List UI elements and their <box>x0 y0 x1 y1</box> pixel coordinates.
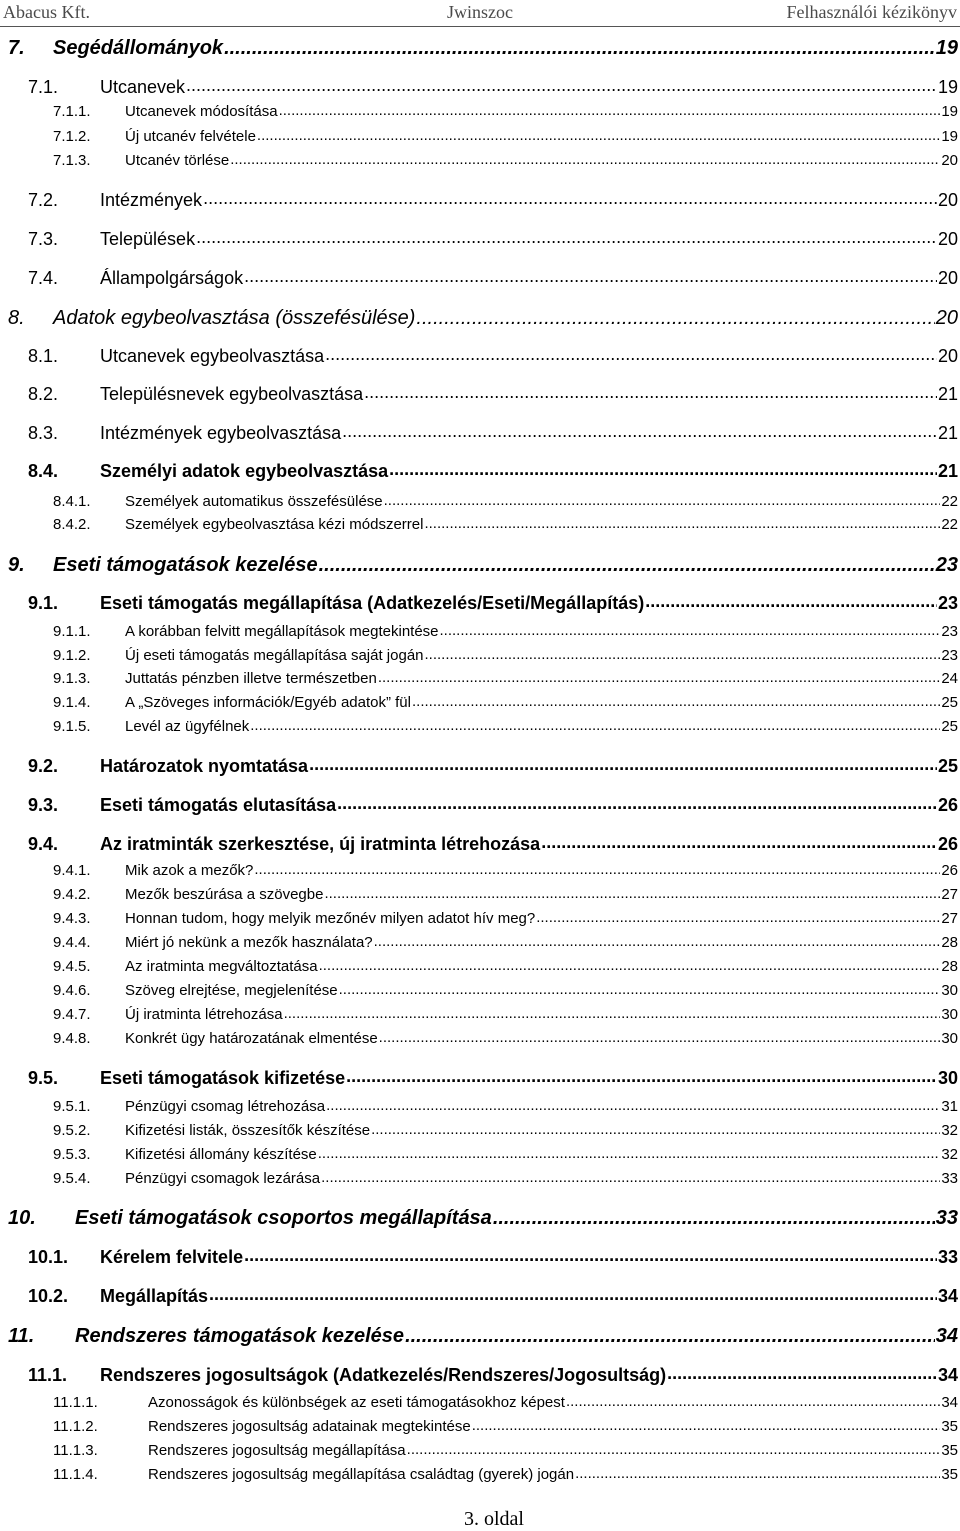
toc-entry[interactable] <box>0 461 960 485</box>
toc-entry-number: 9.4. <box>28 834 59 854</box>
toc-entry-number: 11. <box>8 1325 35 1347</box>
toc-entry-title: Kifizetési listák, összesítők készítése <box>125 1122 371 1139</box>
toc-entry-title: Utcanév törlése <box>125 152 230 169</box>
toc-entry[interactable] <box>0 1030 960 1050</box>
toc-entry-number: 8.4. <box>28 461 59 481</box>
toc-entry[interactable] <box>0 756 960 780</box>
toc-dot-leader <box>257 128 940 145</box>
toc-entry-title: A „Szöveges információk/Egyéb adatok” fül <box>125 694 411 711</box>
toc-dot-leader <box>279 103 941 120</box>
toc-entry[interactable] <box>0 516 960 536</box>
toc-entry-page: 35 <box>941 1418 958 1435</box>
toc-entry-title: Eseti támogatások kezelése <box>53 554 318 576</box>
toc-dot-leader <box>339 982 941 999</box>
toc-dot-leader <box>424 516 940 533</box>
toc-entry-page: 34 <box>941 1394 958 1411</box>
toc-dot-leader <box>342 423 937 444</box>
toc-entry[interactable] <box>0 1098 960 1118</box>
toc-dot-leader <box>371 1122 940 1139</box>
toc-entry[interactable] <box>0 190 960 214</box>
toc-entry-number: 11.1.1. <box>53 1394 98 1411</box>
toc-entry-number: 7.1.3. <box>53 152 91 169</box>
toc-entry[interactable] <box>0 886 960 906</box>
toc-entry-number: 9.4.2. <box>53 886 91 903</box>
toc-entry-page: 20 <box>935 307 958 329</box>
toc-entry-page: 30 <box>941 1006 958 1023</box>
toc-entry[interactable] <box>0 1365 960 1389</box>
toc-dot-leader <box>186 77 937 98</box>
toc-entry-number: 9.1.5. <box>53 718 91 735</box>
toc-dot-leader <box>645 593 937 614</box>
toc-entry[interactable] <box>0 958 960 978</box>
toc-dot-leader <box>319 958 941 975</box>
toc-dot-leader <box>346 1068 937 1089</box>
toc-entry-number: 9.4.1. <box>53 862 91 879</box>
toc-entry-page: 23 <box>941 647 958 664</box>
toc-entry[interactable] <box>0 128 960 148</box>
toc-entry-title: Megállapítás <box>100 1286 209 1306</box>
toc-entry-number: 9.1.1. <box>53 623 91 640</box>
toc-entry[interactable] <box>0 346 960 370</box>
toc-entry[interactable] <box>0 1466 960 1486</box>
toc-entry-page: 22 <box>941 516 958 533</box>
toc-entry-page: 23 <box>937 593 958 613</box>
toc-entry[interactable] <box>0 103 960 123</box>
toc-dot-leader <box>412 694 940 711</box>
toc-entry-page: 25 <box>941 694 958 711</box>
toc-entry-number: 8.4.2. <box>53 516 91 533</box>
toc-entry[interactable] <box>0 1418 960 1438</box>
toc-entry-title: Intézmények egybeolvasztása <box>100 423 342 443</box>
toc-entry[interactable] <box>0 554 960 580</box>
toc-dot-leader <box>384 493 941 510</box>
toc-dot-leader <box>440 623 941 640</box>
toc-entry-number: 9.5.4. <box>53 1170 91 1187</box>
toc-entry[interactable] <box>0 268 960 292</box>
toc-entry-number: 9.1.4. <box>53 694 91 711</box>
header-company: Abacus Kft. <box>3 2 90 22</box>
toc-entry-page: 26 <box>937 795 958 815</box>
toc-entry[interactable] <box>0 694 960 714</box>
toc-entry[interactable] <box>0 718 960 738</box>
toc-entry[interactable] <box>0 1207 960 1233</box>
toc-entry-number: 7.1. <box>28 77 59 97</box>
toc-entry-number: 9.4.4. <box>53 934 91 951</box>
toc-entry-page: 25 <box>941 718 958 735</box>
toc-entry-title: Intézmények <box>100 190 203 210</box>
toc-entry[interactable] <box>0 77 960 101</box>
toc-entry-number: 9.3. <box>28 795 59 815</box>
toc-entry-page: 34 <box>937 1286 958 1306</box>
toc-entry-title: Személyek egybeolvasztása kézi módszerrel <box>125 516 424 533</box>
toc-entry-page: 21 <box>937 461 958 481</box>
toc-entry-page: 35 <box>941 1466 958 1483</box>
toc-entry-title: Rendszeres jogosultságok (Adatkezelés/Rendszeres/Jogosultság) <box>100 1365 667 1385</box>
toc-entry-page: 27 <box>941 886 958 903</box>
toc-dot-leader <box>379 1030 941 1047</box>
toc-entry-page: 30 <box>941 982 958 999</box>
toc-dot-leader <box>667 1365 937 1386</box>
toc-entry-number: 7.1.2. <box>53 128 91 145</box>
toc-entry-page: 32 <box>941 1122 958 1139</box>
toc-entry-page: 34 <box>937 1365 958 1385</box>
toc-entry-title: Eseti támogatás elutasítása <box>100 795 337 815</box>
toc-entry-page: 19 <box>941 103 958 120</box>
toc-dot-leader <box>230 152 940 169</box>
toc-dot-leader <box>536 910 940 927</box>
toc-entry-page: 33 <box>937 1247 958 1267</box>
toc-entry-page: 33 <box>941 1170 958 1187</box>
toc-entry[interactable] <box>0 647 960 667</box>
toc-dot-leader <box>416 307 934 330</box>
toc-entry[interactable] <box>0 862 960 882</box>
toc-entry-title: Utcanevek egybeolvasztása <box>100 346 325 366</box>
toc-entry-page: 31 <box>941 1098 958 1115</box>
toc-entry-page: 23 <box>941 623 958 640</box>
toc-entry-number: 9. <box>8 554 25 576</box>
toc-dot-leader <box>203 190 937 211</box>
toc-entry[interactable] <box>0 982 960 1002</box>
toc-entry-title: Segédállományok <box>53 37 224 59</box>
toc-entry[interactable] <box>0 834 960 858</box>
toc-entry-title: Települések <box>100 229 196 249</box>
toc-entry[interactable] <box>0 229 960 253</box>
toc-entry-title: Rendszeres jogosultság adatainak megtekintése <box>148 1418 471 1435</box>
toc-entry-number: 7.3. <box>28 229 59 249</box>
toc-entry-number: 7. <box>8 37 25 59</box>
toc-entry-title: Új utcanév felvétele <box>125 128 256 145</box>
toc-entry-page: 19 <box>937 77 958 97</box>
toc-entry-title: Kifizetési állomány készítése <box>125 1146 317 1163</box>
toc-entry-page: 20 <box>937 190 958 210</box>
toc-dot-leader <box>224 37 935 60</box>
toc-entry-title: Utcanevek módosítása <box>125 103 278 120</box>
toc-entry[interactable] <box>0 1394 960 1414</box>
toc-entry[interactable] <box>0 1006 960 1026</box>
toc-entry-number: 7.4. <box>28 268 59 288</box>
toc-entry[interactable] <box>0 1146 960 1166</box>
toc-dot-leader <box>284 1006 941 1023</box>
toc-entry-title: Mik azok a mezők? <box>125 862 254 879</box>
toc-dot-leader <box>389 461 937 482</box>
toc-entry-number: 8.4.1. <box>53 493 91 510</box>
toc-entry-title: A korábban felvitt megállapítások megtekintése <box>125 623 439 640</box>
toc-entry-number: 7.2. <box>28 190 59 210</box>
toc-dot-leader <box>209 1286 937 1307</box>
toc-entry-page: 21 <box>937 423 958 443</box>
toc-entry-title: Miért jó nekünk a mezők használata? <box>125 934 373 951</box>
toc-entry[interactable] <box>0 934 960 954</box>
toc-entry-title: Eseti támogatások kifizetése <box>100 1068 346 1088</box>
toc-dot-leader <box>254 862 940 879</box>
toc-entry-title: Településnevek egybeolvasztása <box>100 384 364 404</box>
toc-dot-leader <box>541 834 937 855</box>
toc-entry[interactable] <box>0 423 960 447</box>
toc-entry-page: 26 <box>941 862 958 879</box>
page-number: 3. oldal <box>464 1508 524 1530</box>
toc-entry-page: 28 <box>941 934 958 951</box>
toc-entry[interactable] <box>0 384 960 408</box>
toc-entry-title: Személyi adatok egybeolvasztása <box>100 461 389 481</box>
toc-entry-title: Azonosságok és különbségek az eseti támogatásokhoz képest <box>148 1394 565 1411</box>
toc-entry-number: 11.1.3. <box>53 1442 98 1459</box>
toc-entry[interactable] <box>0 152 960 172</box>
toc-entry-number: 9.4.6. <box>53 982 91 999</box>
toc-entry-number: 9.4.5. <box>53 958 91 975</box>
toc-entry-number: 8.2. <box>28 384 59 404</box>
toc-entry[interactable] <box>0 593 960 617</box>
toc-entry-title: Utcanevek <box>100 77 186 97</box>
toc-dot-leader <box>244 268 937 289</box>
toc-entry[interactable] <box>0 1170 960 1190</box>
toc-entry[interactable] <box>0 910 960 930</box>
toc-entry-number: 9.5. <box>28 1068 59 1088</box>
toc-entry-number: 10. <box>8 1207 36 1229</box>
toc-dot-leader <box>493 1207 935 1230</box>
toc-entry[interactable] <box>0 1325 960 1351</box>
toc-entry-title: Rendszeres jogosultság megállapítása családtag (gyerek) jogán <box>148 1466 575 1483</box>
toc-dot-leader <box>575 1466 940 1483</box>
toc-dot-leader <box>337 795 937 816</box>
toc-entry-number: 10.2. <box>28 1286 69 1306</box>
toc-entry[interactable] <box>0 1247 960 1271</box>
toc-entry-number: 8. <box>8 307 25 329</box>
toc-entry-title: Határozatok nyomtatása <box>100 756 309 776</box>
toc-entry-number: 8.1. <box>28 346 59 366</box>
toc-dot-leader <box>374 934 941 951</box>
toc-entry-title: Kérelem felvitele <box>100 1247 244 1267</box>
toc-dot-leader <box>309 756 937 777</box>
toc-entry[interactable] <box>0 1442 960 1462</box>
toc-entry[interactable] <box>0 1286 960 1310</box>
toc-entry-title: Pénzügyi csomagok lezárása <box>125 1170 321 1187</box>
toc-entry-number: 9.5.1. <box>53 1098 91 1115</box>
toc-entry-page: 19 <box>941 128 958 145</box>
toc-entry-title: Rendszeres jogosultság megállapítása <box>148 1442 406 1459</box>
toc-entry-number: 9.5.3. <box>53 1146 91 1163</box>
toc-dot-leader <box>364 384 937 405</box>
toc-dot-leader <box>566 1394 940 1411</box>
toc-entry-title: Új eseti támogatás megállapítása saját jogán <box>125 647 424 664</box>
toc-entry-title: Eseti támogatás megállapítása (Adatkezelés/Eseti/Megállapítás) <box>100 593 645 613</box>
toc-entry-page: 32 <box>941 1146 958 1163</box>
toc-entry[interactable] <box>0 1122 960 1142</box>
toc-entry[interactable] <box>0 795 960 819</box>
toc-entry-page: 27 <box>941 910 958 927</box>
toc-dot-leader <box>326 1098 940 1115</box>
toc-entry-number: 11.1. <box>28 1365 68 1385</box>
toc-entry-title: Levél az ügyfélnek <box>125 718 250 735</box>
toc-entry-page: 30 <box>941 1030 958 1047</box>
toc-dot-leader <box>319 554 935 577</box>
toc-entry-title: Rendszeres támogatások kezelése <box>75 1325 405 1347</box>
toc-entry-title: Az iratminták szerkesztése, új iratminta létrehozása <box>100 834 541 854</box>
toc-entry-title: Az iratminta megváltoztatása <box>125 958 318 975</box>
toc-entry-page: 35 <box>941 1442 958 1459</box>
toc-entry-title: Állampolgárságok <box>100 268 244 288</box>
toc-entry[interactable] <box>0 670 960 690</box>
toc-dot-leader <box>378 670 940 687</box>
toc-entry-page: 28 <box>941 958 958 975</box>
toc-entry[interactable] <box>0 1068 960 1092</box>
toc-dot-leader <box>472 1418 941 1435</box>
toc-entry-page: 21 <box>937 384 958 404</box>
toc-entry-title: Eseti támogatások csoportos megállapítása <box>75 1207 492 1229</box>
toc-entry-page: 19 <box>935 37 958 59</box>
toc-entry-number: 7.1.1. <box>53 103 91 120</box>
toc-entry-title: Személyek automatikus összefésülése <box>125 493 383 510</box>
toc-entry-number: 11.1.2. <box>53 1418 98 1435</box>
toc-dot-leader <box>324 886 940 903</box>
header-manual-title: Felhasználói kézikönyv <box>786 2 957 22</box>
toc-entry-page: 22 <box>941 493 958 510</box>
toc-dot-leader <box>244 1247 937 1268</box>
toc-entry-title: Juttatás pénzben illetve természetben <box>125 670 377 687</box>
toc-entry-number: 11.1.4. <box>53 1466 98 1483</box>
toc-dot-leader <box>196 229 937 250</box>
header-product: Jwinszoc <box>447 2 513 22</box>
toc-dot-leader <box>318 1146 941 1163</box>
toc-entry-page: 20 <box>937 268 958 288</box>
toc-entry-page: 23 <box>935 554 958 576</box>
toc-dot-leader <box>425 647 941 664</box>
toc-entry-number: 10.1. <box>28 1247 69 1267</box>
toc-entry-number: 9.1. <box>28 593 59 613</box>
toc-entry[interactable] <box>0 493 960 513</box>
toc-entry-page: 24 <box>941 670 958 687</box>
toc-entry-title: Új iratminta létrehozása <box>125 1006 283 1023</box>
toc-entry-page: 26 <box>937 834 958 854</box>
toc-entry-number: 9.1.3. <box>53 670 91 687</box>
toc-entry-page: 34 <box>935 1325 958 1347</box>
toc-entry-number: 8.3. <box>28 423 59 443</box>
toc-entry-title: Konkrét ügy határozatának elmentése <box>125 1030 378 1047</box>
toc-entry-title: Adatok egybeolvasztása (összefésülése) <box>53 307 416 329</box>
toc-entry-page: 30 <box>937 1068 958 1088</box>
toc-dot-leader <box>407 1442 941 1459</box>
toc-dot-leader <box>321 1170 940 1187</box>
toc-dot-leader <box>325 346 937 367</box>
toc-entry-number: 9.2. <box>28 756 59 776</box>
toc-entry-title: Honnan tudom, hogy melyik mezőnév milyen adatot hív meg? <box>125 910 536 927</box>
toc-entry-number: 9.4.8. <box>53 1030 91 1047</box>
toc-dot-leader <box>250 718 940 735</box>
toc-entry-number: 9.5.2. <box>53 1122 91 1139</box>
toc-entry-page: 20 <box>941 152 958 169</box>
toc-entry-number: 9.4.3. <box>53 910 91 927</box>
toc-entry-page: 25 <box>937 756 958 776</box>
toc-entry[interactable] <box>0 307 960 333</box>
toc-entry-page: 33 <box>935 1207 958 1229</box>
toc-entry-page: 20 <box>937 229 958 249</box>
toc-entry-title: Pénzügyi csomag létrehozása <box>125 1098 326 1115</box>
toc-dot-leader <box>405 1325 935 1348</box>
toc-entry-title: Mezők beszúrása a szövegbe <box>125 886 324 903</box>
toc-entry[interactable] <box>0 37 960 63</box>
toc-entry-title: Szöveg elrejtése, megjelenítése <box>125 982 338 999</box>
toc-entry[interactable] <box>0 623 960 643</box>
toc-entry-number: 9.1.2. <box>53 647 91 664</box>
toc-entry-page: 20 <box>937 346 958 366</box>
toc-entry-number: 9.4.7. <box>53 1006 91 1023</box>
